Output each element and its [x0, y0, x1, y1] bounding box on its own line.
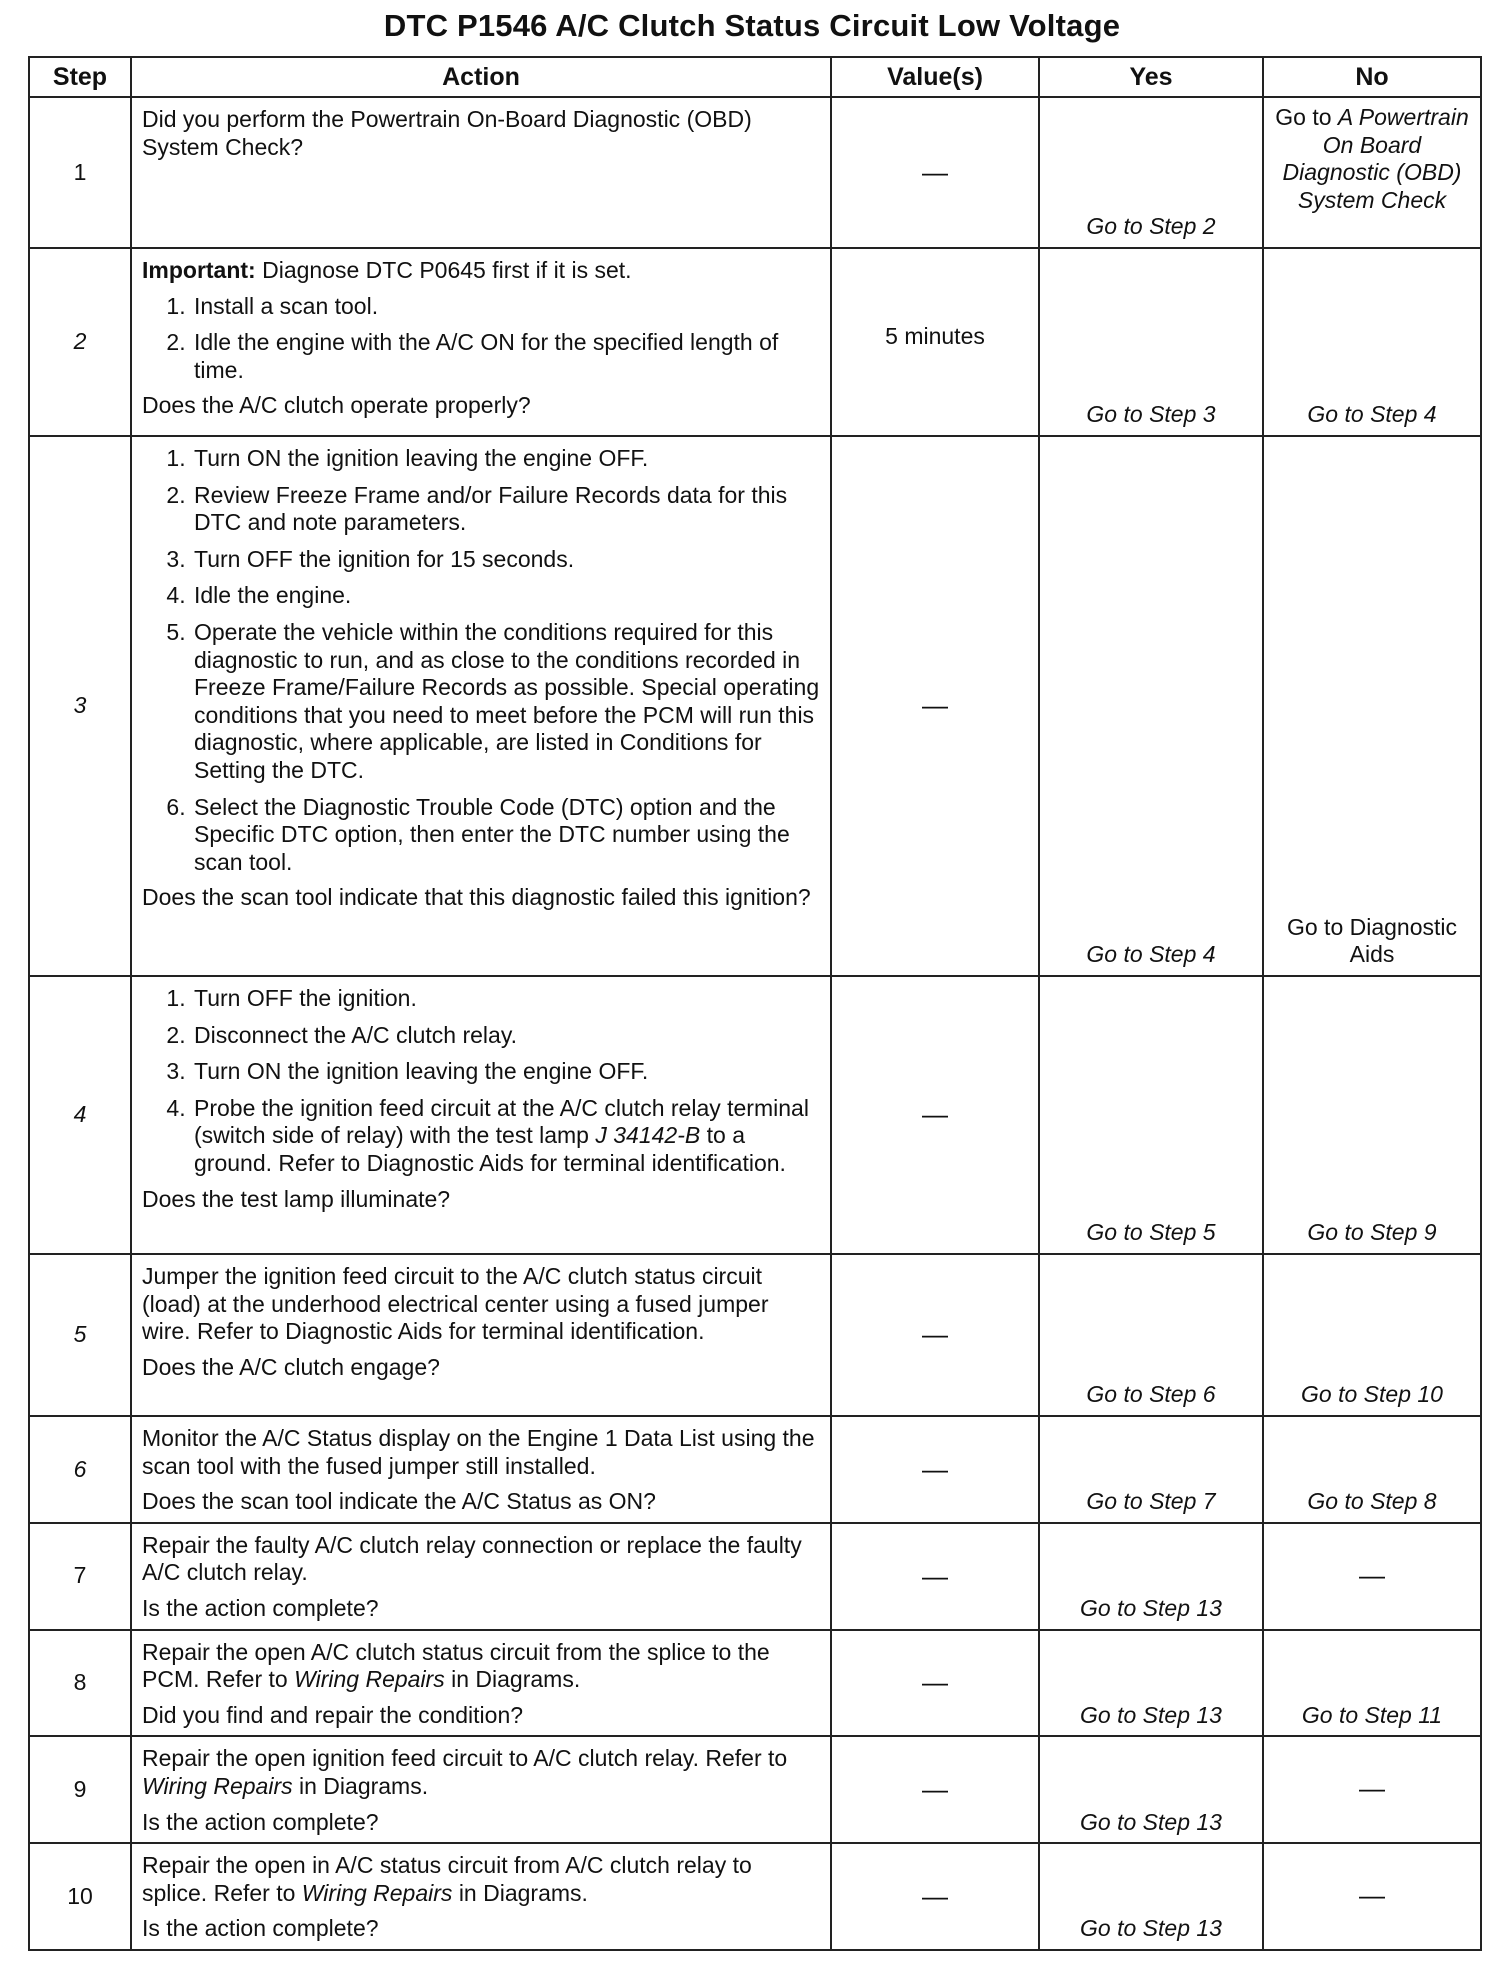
- value-cell: [831, 436, 1039, 976]
- step-number: 2: [29, 248, 131, 436]
- table-row-step-6: [29, 1416, 1481, 1523]
- action-text-pre: Repair the open in A/C status circuit from A/C clutch relay to splice. Refer to: [142, 1852, 752, 1906]
- no-cell: —: [1263, 1843, 1481, 1950]
- table-row-step-5: [29, 1254, 1481, 1416]
- action-text: Monitor the A/C Status display on the Engine 1 Data List using the scan tool with the fused jumper still installed.: [142, 1425, 815, 1479]
- no-cell: Go to Step 8: [1263, 1416, 1481, 1523]
- value-cell: [831, 976, 1039, 1254]
- table-row-step-1: [29, 97, 1481, 248]
- step-number: 4: [29, 976, 131, 1254]
- no-cell: —: [1263, 1523, 1481, 1630]
- action-text: [142, 1852, 820, 1907]
- no-cell: Go to Step 9: [1263, 976, 1481, 1254]
- value-cell: [831, 248, 1039, 436]
- value-text: —: [922, 690, 948, 721]
- yes-cell: Go to Step 2: [1039, 97, 1263, 248]
- no-cell: Go to Step 10: [1263, 1254, 1481, 1416]
- yes-cell: Go to Step 13: [1039, 1630, 1263, 1737]
- action-question: Does the A/C clutch engage?: [142, 1353, 440, 1380]
- value-cell: [831, 1736, 1039, 1843]
- action-question: Is the action complete?: [142, 1915, 379, 1942]
- action-question: Does the scan tool indicate that this diagnostic failed this ignition?: [142, 884, 811, 911]
- yes-cell: Go to Step 13: [1039, 1523, 1263, 1630]
- action-cell: [131, 1736, 831, 1843]
- action-text: Repair the faulty A/C clutch relay connection or replace the faulty A/C clutch relay.: [142, 1531, 802, 1586]
- header-row: [29, 57, 1481, 97]
- action-steps: [142, 445, 820, 876]
- action-text-pre: Repair the open A/C clutch status circuit from the splice to the PCM. Refer to: [142, 1638, 770, 1693]
- action-cell: [131, 248, 831, 436]
- item-text: Probe the ignition feed circuit at the A/C clutch relay terminal (switch side of relay) with the test lamp: [194, 1094, 809, 1149]
- value-text: —: [922, 1453, 948, 1484]
- value-text: 5 minutes: [885, 323, 985, 349]
- action-question: Did you find and repair the condition?: [142, 1701, 524, 1728]
- table-row-step-10: [29, 1843, 1481, 1950]
- header-yes: Yes: [1039, 57, 1263, 97]
- yes-cell: Go to Step 7: [1039, 1416, 1263, 1523]
- table-row-step-9: [29, 1736, 1481, 1843]
- yes-cell: Go to Step 5: [1039, 976, 1263, 1254]
- action-text: [142, 1639, 820, 1694]
- list-item: 2. Disconnect the A/C clutch relay.: [192, 1022, 820, 1050]
- important-label: Important:: [142, 257, 256, 283]
- value-cell: [831, 1630, 1039, 1737]
- action-cell: [131, 1416, 831, 1523]
- no-cell: Go to Diagnostic Aids: [1263, 436, 1481, 976]
- table-row-step-3: [29, 436, 1481, 976]
- action-steps: [142, 293, 820, 385]
- header-step: Step: [29, 57, 131, 97]
- value-cell: [831, 97, 1039, 248]
- yes-cell: Go to Step 3: [1039, 248, 1263, 436]
- action-cell: [131, 97, 831, 248]
- list-item: 5. Operate the vehicle within the conditions required for this diagnostic to run, and as close to the conditions recorded in Freeze Frame/Failure Records as possible. Special operating conditions that you need to meet before the PCM will run this diagnostic, where applicable, are listed in Conditions for Setting the DTC.: [192, 619, 820, 785]
- action-question: Is the action complete?: [142, 1594, 379, 1621]
- list-item: 3. Turn OFF the ignition for 15 seconds.: [192, 546, 820, 574]
- action-text-pre: Repair the open ignition feed circuit to A/C clutch relay. Refer to: [142, 1745, 788, 1772]
- action-cell: [131, 436, 831, 976]
- value-text: —: [922, 1667, 948, 1698]
- list-item: 2. Review Freeze Frame and/or Failure Records data for this DTC and note parameters.: [192, 482, 820, 537]
- step-number: 3: [29, 436, 131, 976]
- important-note: [142, 257, 820, 285]
- action-question: Does the test lamp illuminate?: [142, 1185, 451, 1212]
- action-text-post: in Diagrams.: [458, 1879, 588, 1906]
- action-cell: [131, 1630, 831, 1737]
- value-text: —: [922, 1099, 948, 1130]
- list-item: 1. Turn ON the ignition leaving the engine OFF.: [192, 445, 820, 473]
- step-number: 6: [29, 1416, 131, 1523]
- no-link-obd-check[interactable]: A Powertrain On Board Diagnostic (OBD) System Check: [1282, 104, 1469, 213]
- action-text-post: in Diagrams.: [451, 1666, 581, 1693]
- value-cell: [831, 1254, 1039, 1416]
- action-cell: [131, 1254, 831, 1416]
- wiring-repairs-link[interactable]: Wiring Repairs: [301, 1879, 453, 1906]
- value-text: —: [922, 1880, 948, 1911]
- table-row-step-2: [29, 248, 1481, 436]
- value-text: —: [922, 1774, 948, 1805]
- action-text: Jumper the ignition feed circuit to the A/C clutch status circuit (load) at the underhood electrical center using a fused jumper wire. Refer to Diagnostic Aids for terminal identification.: [142, 1263, 769, 1345]
- list-item: 3. Turn ON the ignition leaving the engine OFF.: [192, 1058, 820, 1086]
- header-action: Action: [131, 57, 831, 97]
- action-question: Does the scan tool indicate the A/C Status as ON?: [142, 1488, 656, 1515]
- no-cell: [1263, 97, 1481, 248]
- step-number: 1: [29, 97, 131, 248]
- yes-cell: Go to Step 6: [1039, 1254, 1263, 1416]
- action-question: Did you perform the Powertrain On-Board Diagnostic (OBD) System Check?: [142, 106, 752, 160]
- no-cell: Go to Step 11: [1263, 1630, 1481, 1737]
- yes-cell: Go to Step 4: [1039, 436, 1263, 976]
- step-number: 5: [29, 1254, 131, 1416]
- important-text: Diagnose DTC P0645 first if it is set.: [262, 257, 632, 283]
- step-number: 8: [29, 1630, 131, 1737]
- list-item: 6. Select the Diagnostic Trouble Code (DTC) option and the Specific DTC option, then enter the DTC number using the scan tool.: [192, 794, 820, 877]
- action-question: Is the action complete?: [142, 1808, 379, 1835]
- diagnostic-table: [28, 56, 1482, 1951]
- action-question: Does the A/C clutch operate properly?: [142, 392, 531, 419]
- wiring-repairs-link[interactable]: Wiring Repairs: [294, 1666, 445, 1693]
- action-cell: [131, 976, 831, 1254]
- item-text: to a ground. Refer to Diagnostic Aids for terminal identification.: [194, 1122, 786, 1176]
- list-item: 1. Install a scan tool.: [192, 293, 820, 321]
- list-item: 4. Idle the engine.: [192, 582, 820, 610]
- table-row-step-7: [29, 1523, 1481, 1630]
- header-no: No: [1263, 57, 1481, 97]
- action-text: [142, 1745, 820, 1800]
- list-item: [192, 1095, 820, 1178]
- value-text: —: [922, 1560, 948, 1591]
- value-cell: [831, 1523, 1039, 1630]
- value-cell: [831, 1416, 1039, 1523]
- value-cell: [831, 1843, 1039, 1950]
- action-text-post: in Diagrams.: [299, 1772, 429, 1799]
- no-prefix: Go to: [1275, 104, 1332, 130]
- action-cell: [131, 1843, 831, 1950]
- table-row-step-8: [29, 1630, 1481, 1737]
- step-number: 10: [29, 1843, 131, 1950]
- list-item: 1. Turn OFF the ignition.: [192, 985, 820, 1013]
- value-text: —: [922, 156, 948, 187]
- tool-number: J 34142-B: [595, 1122, 701, 1149]
- step-number: 7: [29, 1523, 131, 1630]
- step-number: 9: [29, 1736, 131, 1843]
- header-values: Value(s): [831, 57, 1039, 97]
- wiring-repairs-link[interactable]: Wiring Repairs: [142, 1772, 293, 1799]
- yes-cell: Go to Step 13: [1039, 1736, 1263, 1843]
- no-cell: —: [1263, 1736, 1481, 1843]
- page-title: DTC P1546 A/C Clutch Status Circuit Low Voltage: [383, 8, 1121, 43]
- list-item: 2. Idle the engine with the A/C ON for the specified length of time.: [192, 329, 820, 384]
- action-cell: [131, 1523, 831, 1630]
- no-cell: Go to Step 4: [1263, 248, 1481, 436]
- yes-cell: Go to Step 13: [1039, 1843, 1263, 1950]
- value-text: —: [922, 1319, 948, 1350]
- action-steps: [142, 985, 820, 1178]
- table-row-step-4: [29, 976, 1481, 1254]
